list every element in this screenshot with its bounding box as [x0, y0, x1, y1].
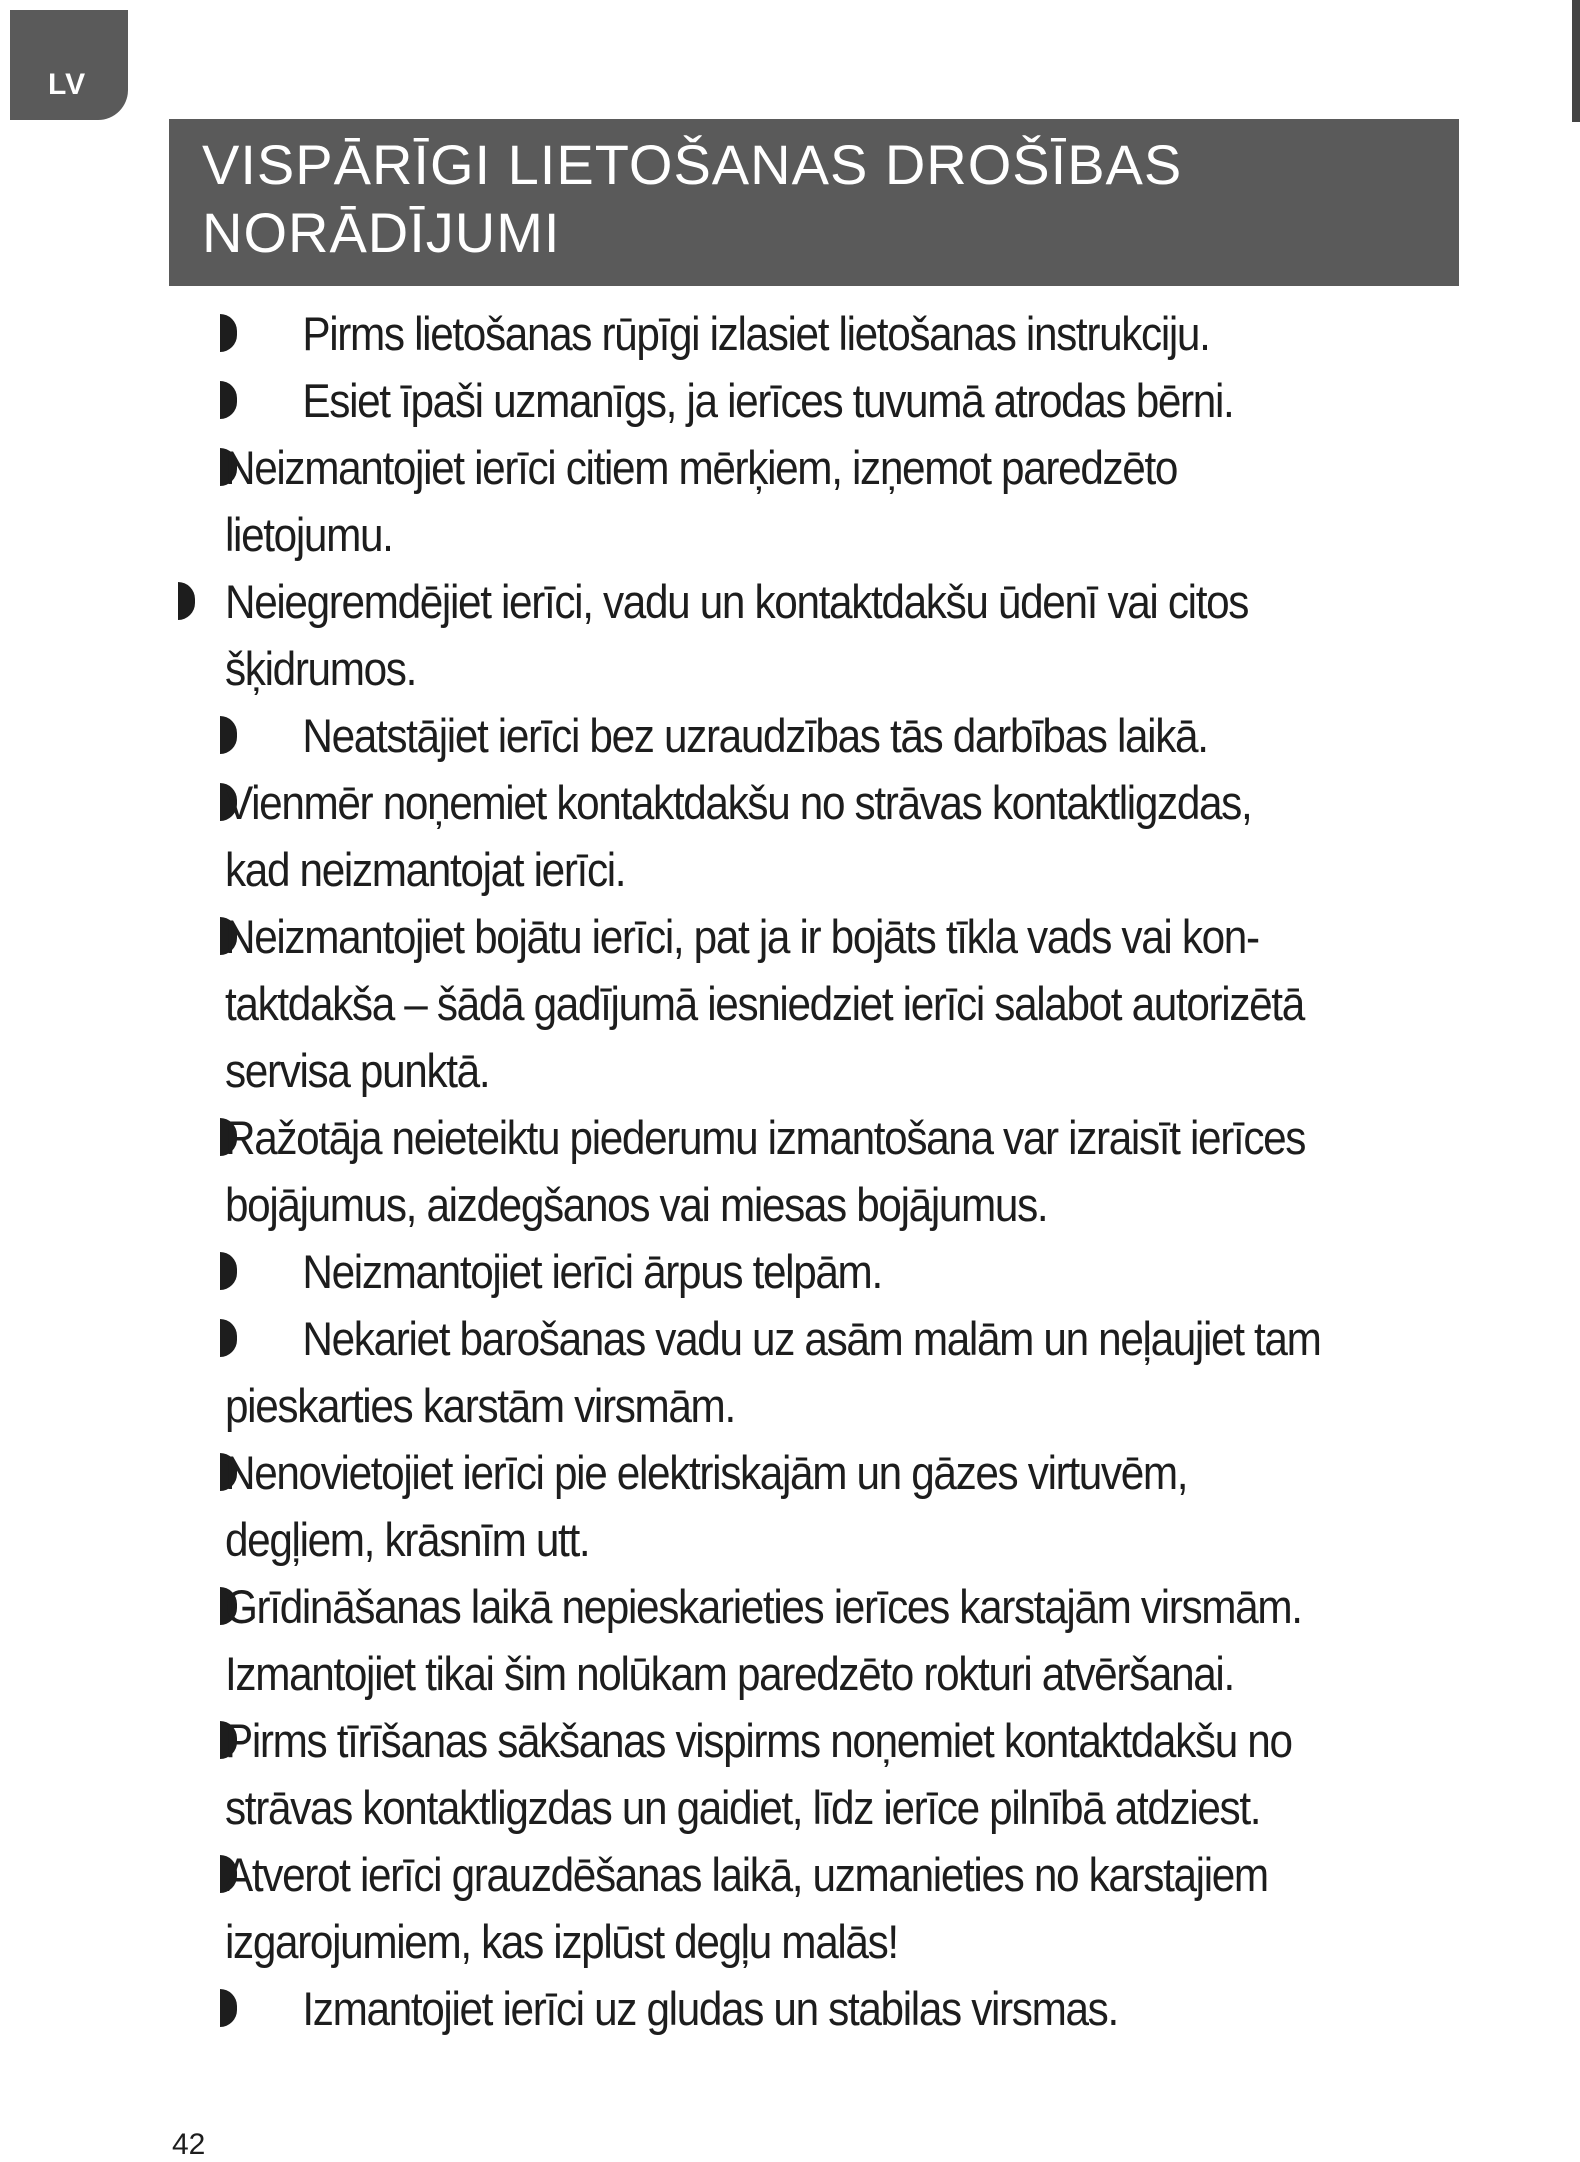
- instruction-text-line: strāvas kontaktligzdas un gaidiet, līdz ierīce pilnībā atdziest.: [225, 1781, 1261, 1834]
- instruction-text-line: taktdakša – šādā gadījumā iesniedziet ierīci salabot autorizētā: [225, 977, 1304, 1030]
- instruction-text-line: Vienmēr noņemiet kontaktdakšu no strāvas kontaktligzdas,: [225, 776, 1252, 829]
- instruction-item: [225, 300, 1422, 367]
- instruction-line-wrapper: [225, 300, 1422, 367]
- instruction-text-line: Nenovietojiet ierīci pie elektriskajām un gāzes virtuvēm,: [225, 1446, 1188, 1499]
- instruction-line-wrapper: [225, 1975, 1422, 2042]
- instruction-item: [225, 903, 1422, 1104]
- instruction-text-line: servisa punktā.: [225, 1044, 490, 1097]
- instruction-item: [225, 1238, 1422, 1305]
- page-edge-marker: [1572, 0, 1580, 122]
- language-tab: [10, 10, 128, 120]
- instruction-item: [225, 1975, 1422, 2042]
- instruction-text-line: kad neizmantojat ierīci.: [225, 843, 626, 896]
- instruction-text-line: Izmantojiet tikai šim nolūkam paredzēto rokturi atvēršanai.: [225, 1647, 1234, 1700]
- instruction-item: [225, 367, 1422, 434]
- instruction-text-line: Pirms tīrīšanas sākšanas vispirms noņemiet kontaktdakšu no: [225, 1714, 1292, 1767]
- title-line-1: VISPĀRĪGI LIETOŠANAS DROŠĪBAS: [202, 133, 1183, 196]
- instruction-text-line: degļiem, krāsnīm utt.: [225, 1513, 590, 1566]
- instruction-line-wrapper: [225, 1238, 1422, 1305]
- instruction-line-wrapper: [225, 702, 1422, 769]
- instruction-text-line: Atverot ierīci grauzdēšanas laikā, uzmanieties no karstajiem: [225, 1848, 1268, 1901]
- instruction-item: [225, 1104, 1422, 1238]
- instruction-item: [225, 568, 1422, 702]
- instruction-item: [225, 1841, 1422, 1975]
- instruction-item: [225, 434, 1422, 568]
- instruction-line-wrapper: [225, 1305, 1422, 1372]
- instruction-item: [225, 1305, 1422, 1439]
- bullet-marker: [178, 582, 195, 620]
- instruction-text-line: bojājumus, aizdegšanos vai miesas bojājumus.: [225, 1178, 1048, 1231]
- instruction-text-line: Neizmantojiet bojātu ierīci, pat ja ir bojāts tīkla vads vai kon-: [225, 910, 1259, 963]
- title-line-2: NORĀDĪJUMI: [202, 201, 561, 264]
- instruction-item: [225, 1707, 1422, 1841]
- instruction-text-line: Esiet īpaši uzmanīgs, ja ierīces tuvumā atrodas bērni.: [302, 374, 1234, 427]
- instruction-text-line: izgarojumiem, kas izplūst degļu malās!: [225, 1915, 898, 1968]
- instruction-text-line: Grīdināšanas laikā nepieskarieties ierīces karstajām virsmām.: [225, 1580, 1302, 1633]
- instruction-text-line: Izmantojiet ierīci uz gludas un stabilas virsmas.: [302, 1982, 1118, 2035]
- language-code: LV: [48, 68, 87, 101]
- instruction-text-line: Neatstājiet ierīci bez uzraudzības tās darbības laikā.: [302, 709, 1208, 762]
- instruction-text-line: Ražotāja neieteiktu piederumu izmantošana var izraisīt ierīces: [225, 1111, 1306, 1164]
- instruction-text-line: šķidrumos.: [225, 642, 417, 695]
- section-title: [169, 119, 1459, 286]
- instruction-item: [225, 1573, 1422, 1707]
- instruction-item: [225, 1439, 1422, 1573]
- instruction-line-wrapper: [225, 367, 1422, 434]
- instruction-text-line: lietojumu.: [225, 508, 393, 561]
- instruction-text-line: Neizmantojiet ierīci ārpus telpām.: [302, 1245, 882, 1298]
- instruction-text-line: Nekariet barošanas vadu uz asām malām un neļaujiet tam: [302, 1312, 1321, 1365]
- page-number: 42: [172, 2128, 206, 2161]
- instruction-text-line: pieskarties karstām virsmām.: [225, 1379, 735, 1432]
- instruction-text-line: Neizmantojiet ierīci citiem mērķiem, izņemot paredzēto: [225, 441, 1178, 494]
- instruction-item: [225, 769, 1422, 903]
- instruction-text-line: Pirms lietošanas rūpīgi izlasiet lietošanas instrukciju.: [302, 307, 1210, 360]
- instruction-item: [225, 702, 1422, 769]
- instruction-text-line: Neiegremdējiet ierīci, vadu un kontaktdakšu ūdenī vai citos: [225, 575, 1249, 628]
